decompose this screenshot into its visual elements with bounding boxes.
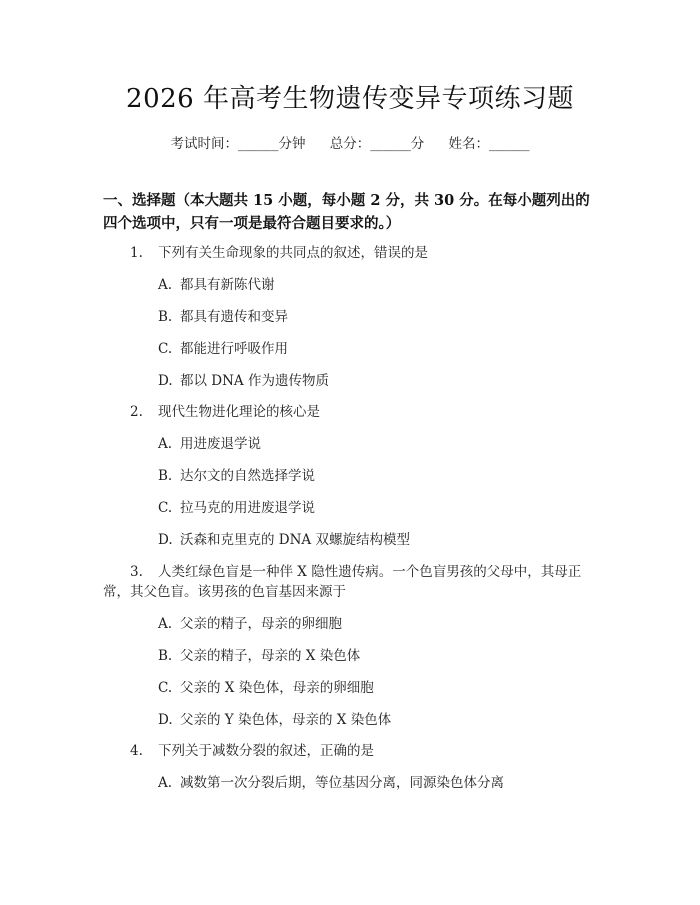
option-key: D. <box>158 532 173 548</box>
option-text: 都能进行呼吸作用 <box>180 341 288 357</box>
exam-meta <box>0 132 700 152</box>
option-text: 父亲的 Y 染色体，母亲的 X 染色体 <box>180 712 392 728</box>
option-key: D. <box>158 373 173 389</box>
option-3a <box>158 612 578 636</box>
option-key: D. <box>158 712 173 728</box>
option-key: A. <box>158 616 173 632</box>
option-text: 用进废退学说 <box>180 436 261 452</box>
option-3d <box>158 708 578 732</box>
question-1 <box>130 241 590 265</box>
question-stem: 人类红绿色盲是一种伴 X 隐性遗传病。一个色盲男孩的父母中，其母正 <box>158 564 582 580</box>
question-4 <box>130 739 590 763</box>
option-3b <box>158 644 578 668</box>
option-key: B. <box>158 309 173 325</box>
option-key: C. <box>158 500 173 516</box>
option-key: B. <box>158 468 173 484</box>
question-number: 2. <box>130 404 143 420</box>
option-3c <box>158 676 578 700</box>
option-key: C. <box>158 680 173 696</box>
option-key: A. <box>158 277 173 293</box>
question-3-continued: 常，其父色盲。该男孩的色盲基因来源于 <box>103 584 346 600</box>
option-text: 父亲的 X 染色体，母亲的卵细胞 <box>180 680 374 696</box>
option-2d <box>158 528 578 552</box>
exam-name: 姓名：______ <box>448 136 530 152</box>
option-2a <box>158 432 578 456</box>
exam-time: 考试时间：______分钟 <box>170 136 306 152</box>
option-4a <box>158 771 578 795</box>
page-title: 2026 年高考生物遗传变异专项练习题 <box>126 84 574 114</box>
option-text: 减数第一次分裂后期，等位基因分离，同源染色体分离 <box>180 775 504 791</box>
option-key: A. <box>158 775 173 791</box>
option-key: C. <box>158 341 173 357</box>
exam-score: 总分：______分 <box>329 136 425 152</box>
option-1d <box>158 369 578 393</box>
option-text: 都具有遗传和变异 <box>180 309 288 325</box>
option-text: 父亲的精子，母亲的卵细胞 <box>180 616 342 632</box>
option-2b <box>158 464 578 488</box>
question-stem: 下列有关生命现象的共同点的叙述，错误的是 <box>158 245 428 261</box>
option-text: 都具有新陈代谢 <box>180 277 275 293</box>
option-key: B. <box>158 648 173 664</box>
question-stem: 现代生物进化理论的核心是 <box>158 404 320 420</box>
question-stem: 下列关于减数分裂的叙述，正确的是 <box>158 743 374 759</box>
section-heading: 一、选择题（本大题共 15 小题，每小题 2 分，共 30 分。在每小题列出的四个选项中，只有一项是最符合题目要求的。） <box>103 192 590 232</box>
option-text: 沃森和克里克的 DNA 双螺旋结构模型 <box>180 532 410 548</box>
option-key: A. <box>158 436 173 452</box>
option-1c <box>158 337 578 361</box>
question-number: 3. <box>130 564 143 580</box>
question-number: 4. <box>130 743 143 759</box>
option-2c <box>158 496 578 520</box>
question-2 <box>130 400 590 424</box>
option-1b <box>158 305 578 329</box>
option-text: 达尔文的自然选择学说 <box>180 468 315 484</box>
question-number: 1. <box>130 245 143 261</box>
option-text: 拉马克的用进废退学说 <box>180 500 315 516</box>
option-1a <box>158 273 578 297</box>
option-text: 父亲的精子，母亲的 X 染色体 <box>180 648 361 664</box>
option-text: 都以 DNA 作为遗传物质 <box>180 373 329 389</box>
